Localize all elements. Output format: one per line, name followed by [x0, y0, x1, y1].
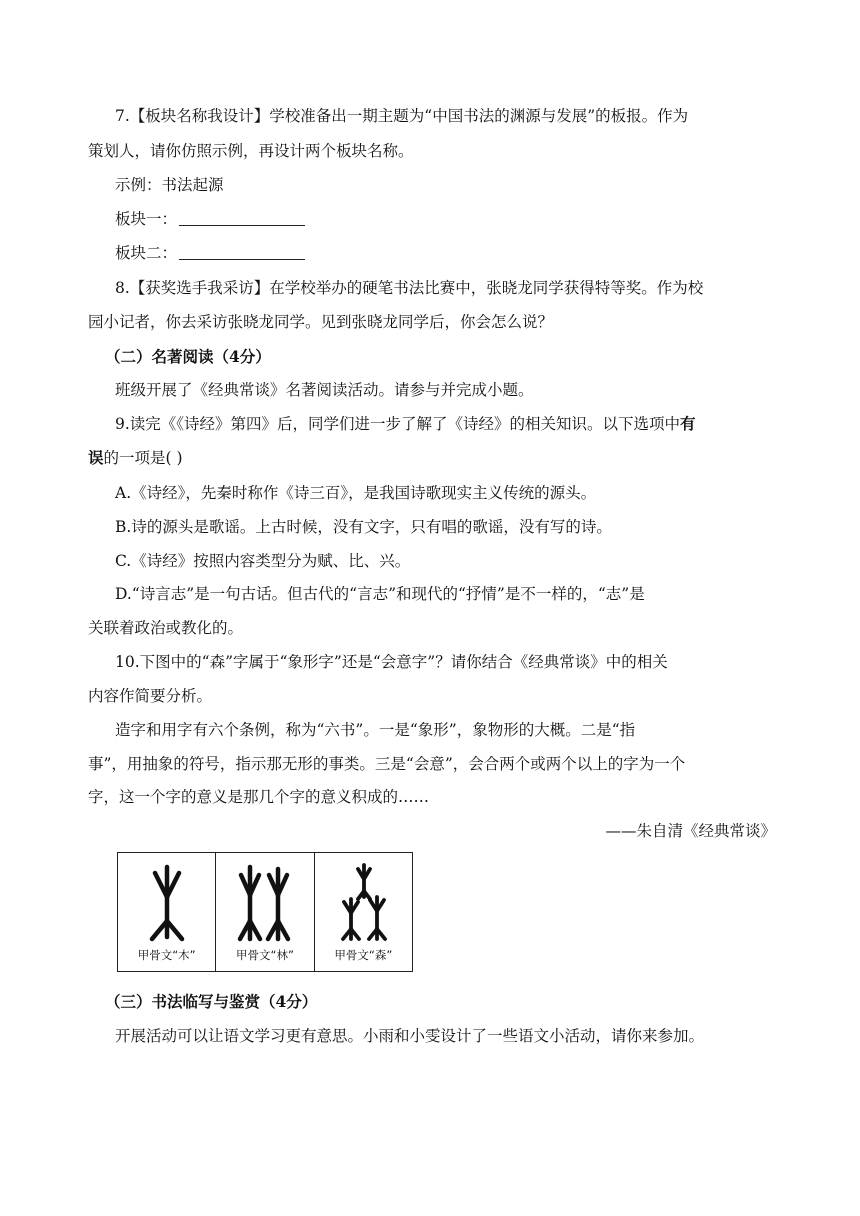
q9-option-b: B.诗的源头是歌谣。上古时候，没有文字，只有唱的歌谣，没有写的诗。 — [115, 518, 612, 536]
q7-block1-label: 板块一： — [115, 210, 178, 228]
q10-quote-line1: 造字和用字有六个条例，称为“六书”。一是“象形”，象物形的大概。二是“指 — [115, 721, 636, 739]
oracle-mu-glyph-icon — [118, 859, 216, 945]
oracle-bone-figure — [117, 852, 413, 972]
section2-heading: （二）名著阅读（4分） — [105, 347, 271, 366]
q9-option-d-line2: 关联着政治或教化的。 — [88, 619, 244, 637]
figure-cell-sen — [315, 853, 412, 971]
section3-intro: 开展活动可以让语文学习更有意思。小雨和小雯设计了一些语文小活动，请你来参加。 — [115, 1027, 705, 1045]
q9-line1-text: 9.读完《《诗经》第四》后，同学们进一步了解了《诗经》的相关知识。以下选项中 — [115, 415, 681, 433]
figure-cell-mu — [118, 853, 216, 971]
q9-bold-char1: 有 — [680, 414, 696, 433]
q10-quote-line3: 字，这一个字的意义是那几个字的意义积成的…… — [88, 788, 430, 806]
oracle-lin-glyph-icon — [216, 859, 314, 945]
q10-quote-source: ——朱自清《经典常谈》 — [605, 822, 776, 840]
q7-block2-label: 板块二： — [115, 244, 178, 262]
q8-line1: 8.【获奖选手我采访】在学校举办的硬笔书法比赛中，张晓龙同学获得特等奖。作为校 — [115, 279, 704, 297]
q7-block2 — [115, 241, 305, 263]
q9-bold-char2: 误 — [88, 448, 104, 467]
q7-line1: 7.【板块名称我设计】学校准备出一期主题为“中国书法的渊源与发展”的板报。作为 — [115, 107, 689, 125]
figure-caption-sen: 甲骨文“森” — [334, 948, 393, 962]
q9-line2-text: 的一项是( ) — [103, 449, 183, 467]
q9-option-a: A.《诗经》，先秦时称作《诗三百》，是我国诗歌现实主义传统的源头。 — [115, 484, 597, 502]
q8-line2: 园小记者，你去采访张晓龙同学。见到张晓龙同学后，你会怎么说？ — [88, 313, 554, 331]
figure-cell-lin — [216, 853, 314, 971]
q9-line2 — [88, 446, 183, 468]
q7-line2: 策划人，请你仿照示例，再设计两个板块名称。 — [88, 142, 414, 160]
q7-block1 — [115, 207, 305, 229]
q9-line1 — [115, 412, 696, 434]
q7-example: 示例：书法起源 — [115, 176, 224, 194]
figure-caption-lin: 甲骨文“林” — [236, 948, 294, 962]
q7-block2-answer-blank[interactable] — [179, 245, 305, 260]
section3-heading: （三）书法临写与鉴赏（4分） — [105, 992, 318, 1011]
q9-option-c: C.《诗经》按照内容类型分为赋、比、兴。 — [115, 552, 411, 570]
oracle-sen-glyph-icon — [315, 859, 413, 945]
q10-quote-line2: 事”，用抽象的符号，指示那无形的事类。三是“会意”，会合两个或两个以上的字为一个 — [88, 755, 686, 773]
q7-block1-answer-blank[interactable] — [179, 211, 305, 226]
q10-line2: 内容作简要分析。 — [88, 687, 213, 705]
q9-option-d-line1: D.“诗言志”是一句古话。但古代的“言志”和现代的“抒情”是不一样的，“志”是 — [115, 585, 645, 603]
section2-intro: 班级开展了《经典常谈》名著阅读活动。请参与并完成小题。 — [115, 381, 534, 399]
q10-line1: 10.下图中的“森”字属于“象形字”还是“会意字”？请你结合《经典常谈》中的相关 — [115, 653, 668, 671]
figure-caption-mu: 甲骨文“木” — [137, 948, 196, 962]
